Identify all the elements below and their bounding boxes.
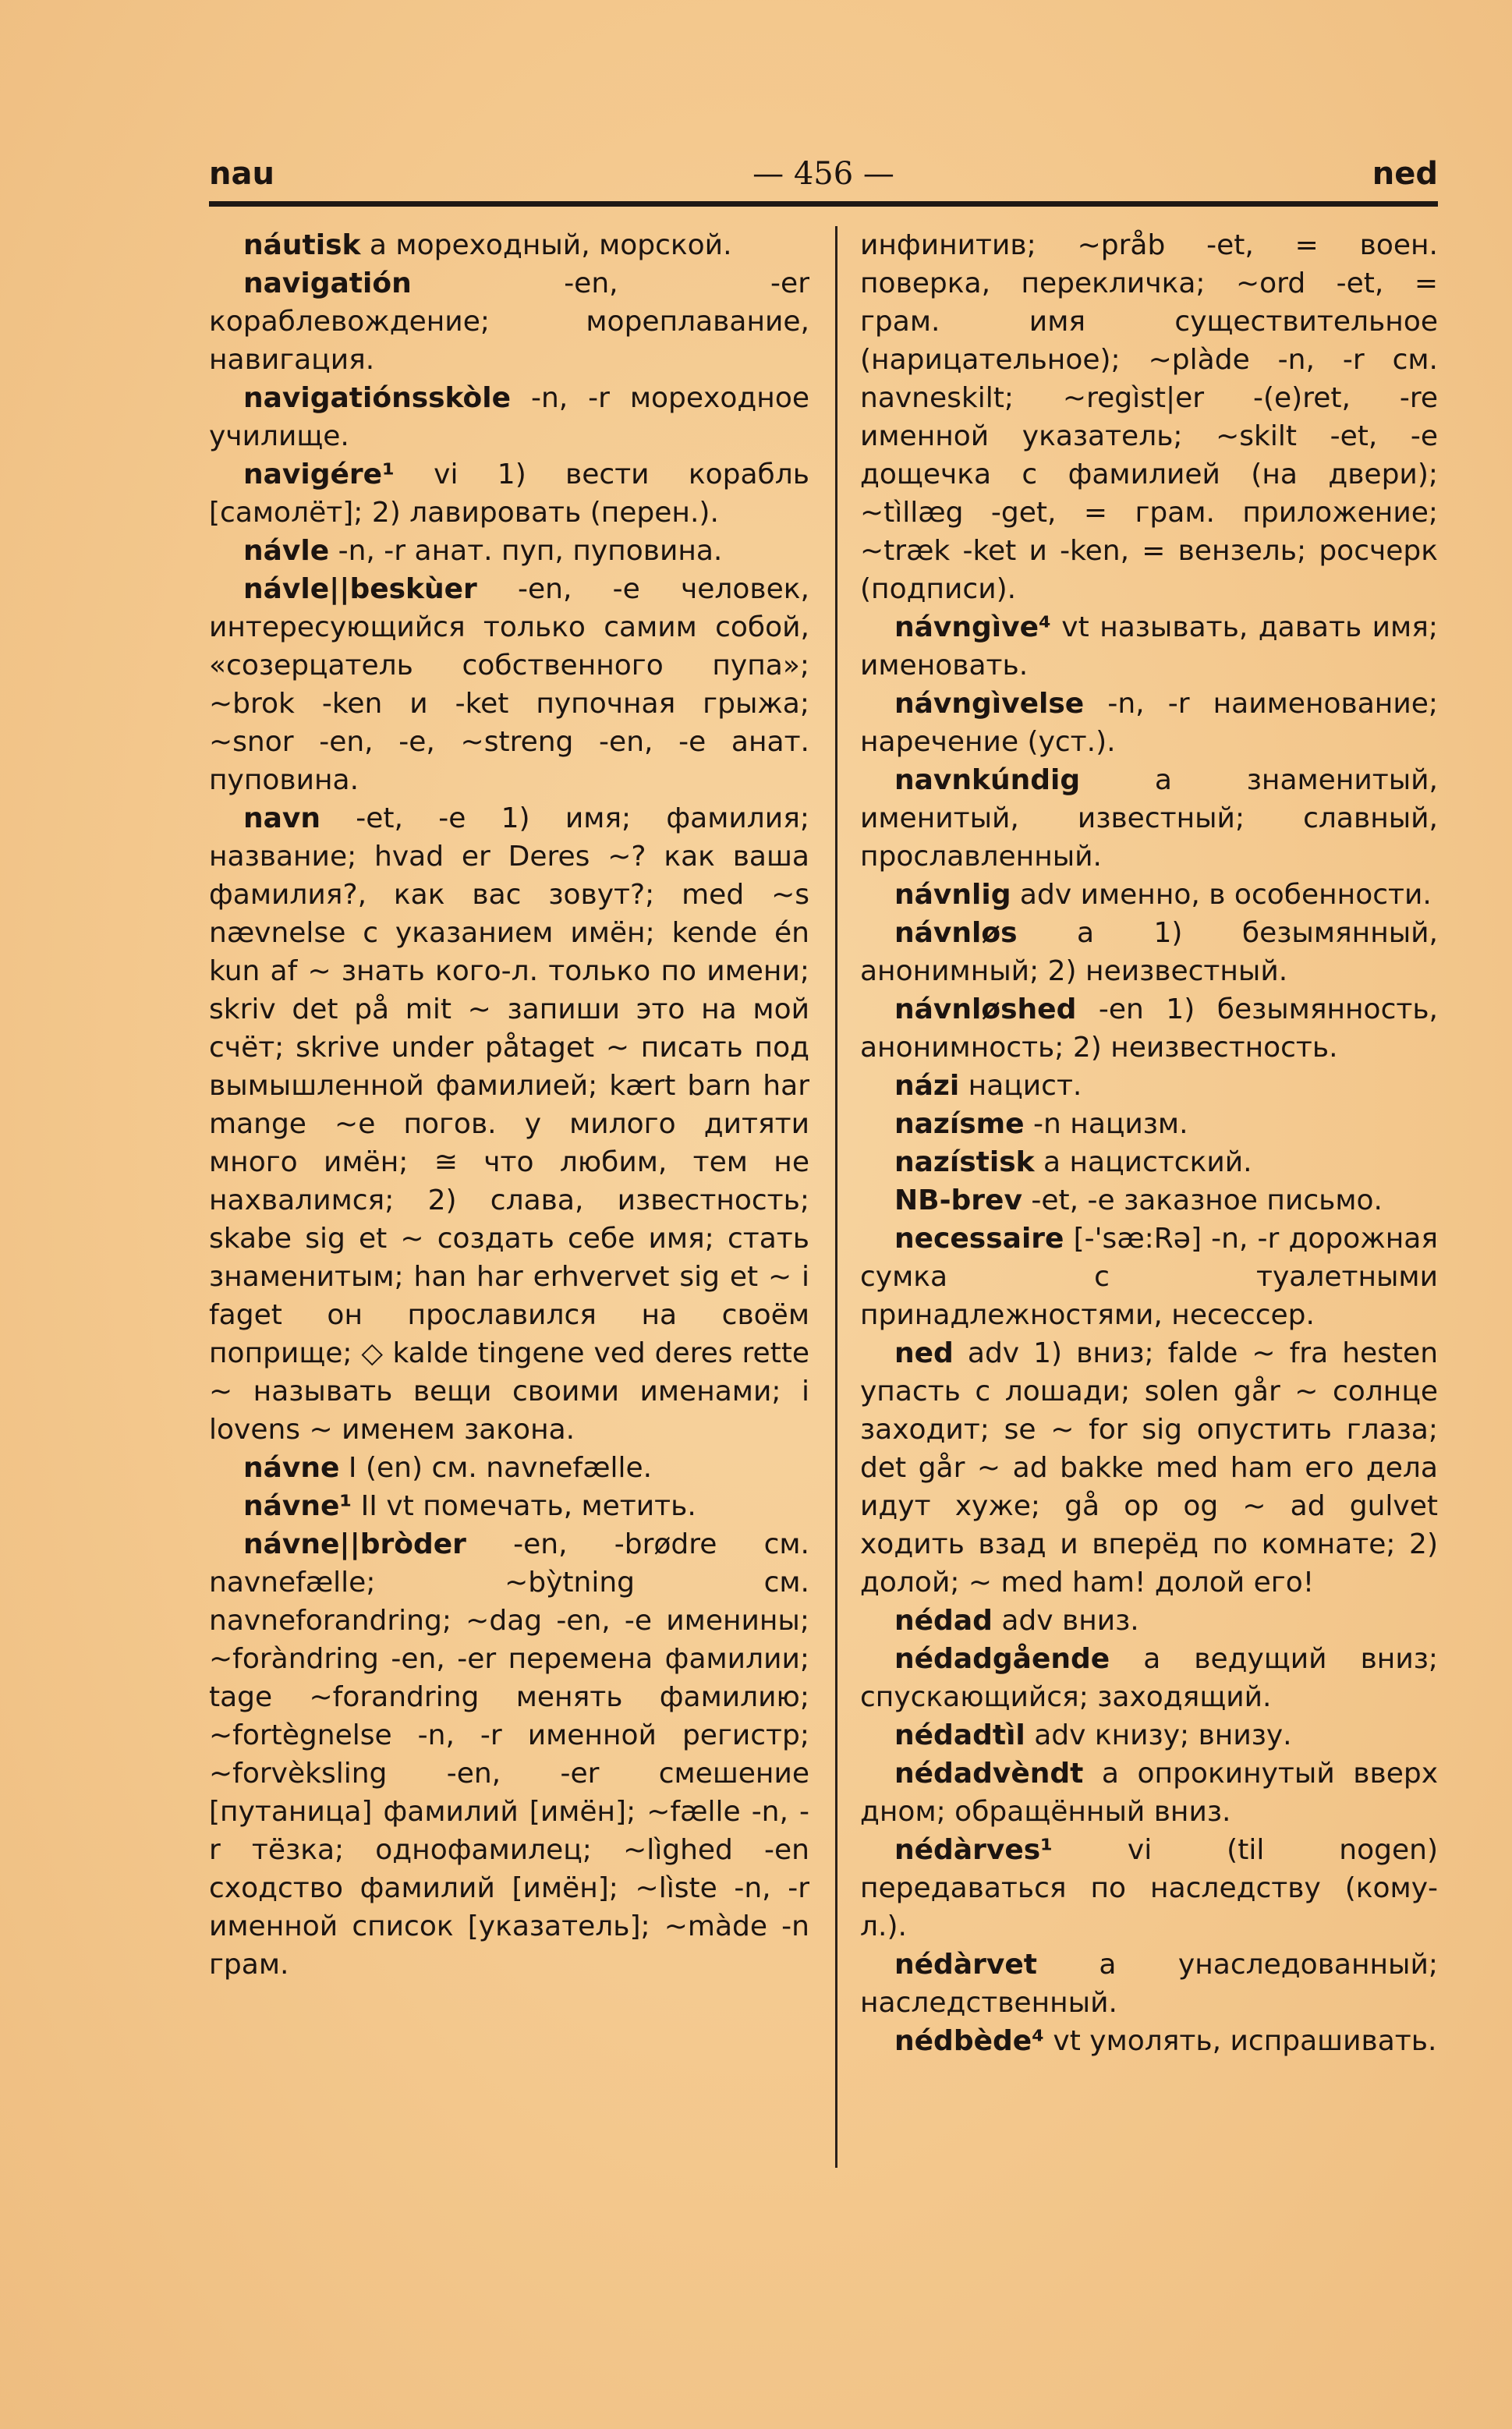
entry-headword: nédbède⁴: [894, 2025, 1044, 2057]
entry-headword: nazístisk: [894, 1146, 1035, 1178]
dictionary-entry: [860, 1334, 1438, 1602]
entry-definition: vt умолять, испрашивать.: [1053, 2025, 1437, 2057]
entry-definition: a ведущий вниз; спускающийся; заходящий.: [860, 1643, 1438, 1713]
entry-definition: -n, -r наименование; наречение (уст.).: [860, 688, 1438, 758]
entry-definition: -n, -r анат. пуп, пуповина.: [338, 535, 723, 567]
entry-headword: návle||beskùer: [243, 573, 477, 605]
entry-headword: navigatión: [243, 267, 412, 299]
dictionary-entry: [860, 1946, 1438, 2022]
dictionary-entry: [860, 1602, 1438, 1640]
dictionary-entry: [860, 1067, 1438, 1105]
dictionary-entry: [860, 990, 1438, 1067]
entry-definition: -en, -er кораблевождение; мореплавание, навигация.: [209, 267, 809, 376]
entry-headword: nédad: [894, 1605, 993, 1637]
dictionary-entry: [860, 1640, 1438, 1716]
right-column: [860, 226, 1438, 2191]
entry-headword: navn: [243, 802, 321, 834]
dictionary-entry: [860, 1754, 1438, 1831]
entry-headword: návne||bròder: [243, 1528, 466, 1560]
dictionary-entry: [860, 608, 1438, 685]
right-guide-word: ned: [1372, 156, 1438, 192]
entry-definition: a нацистский.: [1043, 1146, 1252, 1178]
dictionary-entry: [860, 914, 1438, 990]
entry-definition: [-'sæ:Rə] -n, -r дорожная сумка с туалетными принадлежностями, несессер.: [860, 1223, 1438, 1331]
entry-definition: инфинитив; ~pråb -et, = воен. поверка, перекличка; ~ord -et, = грам. имя существительное (нарицательное); ~plàde -n, -r см. navneskilt; ~regìst|er -(e)ret, -re именной указатель; ~skilt -et, -e дощечка с фамилией (на двери); ~tìllæg -get, = грам. приложение; ~træk -ket и -ken, = вензель; росчерк (подписи).: [860, 229, 1438, 605]
entry-headword: návnløs: [894, 917, 1018, 949]
dictionary-entry: [860, 1831, 1438, 1946]
dictionary-entry: [860, 1220, 1438, 1334]
entry-headword: nédadgående: [894, 1643, 1110, 1675]
dictionary-entry: [860, 685, 1438, 761]
entry-definition: a опрокинутый вверх дном; обращённый вниз.: [860, 1758, 1438, 1828]
entry-definition: нацист.: [968, 1070, 1082, 1102]
entry-headword: nédàrves¹: [894, 1834, 1053, 1866]
entry-definition: a мореходный, морской.: [369, 229, 732, 261]
left-column: [209, 226, 809, 2191]
header-rule: [209, 201, 1438, 207]
entry-definition: -et, -e 1) имя; фамилия; название; hvad er Deres ~? как ваша фамилия?, как вас зовут?; med ~s nævnelse с указанием имён; kende én kun af ~ знать кого-л. только по имени; skriv det på mit ~ запиши это на мой счёт; skrive under påtaget ~ писать под вымышленной фамилией; kært barn har mange ~e погов. у милого дитяти много имён; ≅ что любим, тем не нахвалимся; 2) слава, известность; skabe sig et ~ создать себе имя; стать знаменитым; han har erhvervet sig et ~ i faget он прославился на своём поприще; ◇ kalde tingene ved deres rette ~ называть вещи своими именами; i lovens ~ именем закона.: [209, 802, 809, 1446]
left-guide-word: nau: [209, 156, 274, 192]
dictionary-entry: [860, 2022, 1438, 2060]
dictionary-entry: [860, 876, 1438, 914]
entry-definition: adv вниз.: [1001, 1605, 1139, 1637]
entry-headword: necessaire: [894, 1223, 1064, 1255]
entry-headword: ned: [894, 1337, 954, 1369]
entry-definition: -n, -r мореходное училище.: [209, 382, 809, 452]
entry-definition: -et, -e заказное письмо.: [1031, 1184, 1383, 1216]
entry-headword: navigére¹: [243, 459, 395, 490]
entry-definition: adv книзу; внизу.: [1034, 1719, 1292, 1751]
entry-definition: a унаследованный; наследственный.: [860, 1949, 1438, 2019]
entry-headword: nédadtìl: [894, 1719, 1025, 1751]
dictionary-entry: [209, 570, 809, 799]
page-number: — 456 —: [752, 156, 894, 192]
entry-definition: a знаменитый, именитый, известный; славный, прославленный.: [860, 764, 1438, 873]
entry-headword: nédàrvet: [894, 1949, 1037, 1981]
entry-definition: -en, -e человек, интересующийся только самим собой, «созерцатель собственного пупа»; ~brok -ken и -ket пупочная грыжа; ~snor -en, -e, ~streng -en, -e анат. пуповина.: [209, 573, 809, 796]
entry-headword: návle: [243, 535, 330, 567]
page-header: [209, 150, 1438, 200]
dictionary-entry: [209, 1525, 809, 1984]
entry-definition: -n нацизм.: [1033, 1108, 1188, 1140]
entry-headword: návnlig: [894, 879, 1011, 911]
entry-definition: I (en) см. navnefælle.: [348, 1452, 653, 1484]
dictionary-entry: [209, 799, 809, 1449]
dictionary-entry: [860, 1181, 1438, 1220]
entry-headword: návngìve⁴: [894, 611, 1051, 643]
dictionary-entry: [860, 1143, 1438, 1181]
entry-headword: návnløshed: [894, 993, 1077, 1025]
entry-headword: návne¹: [243, 1490, 352, 1522]
entry-definition: -en, -brødre см. navnefælle; ~bỳtning см. navneforandring; ~dag -en, -e именины; ~foràndring -en, -er перемена фамилии; tage ~forandring менять фамилию; ~fortègnelse -n, -r именной регистр; ~forvèksling -en, -er смешение [путаница] фамилий [имён]; ~fælle -n, -r тёзка; однофамилец; ~lìghed -en сходство фамилий [имён]; ~lìste -n, -r именной список [указатель]; ~màde -n грам.: [209, 1528, 809, 1981]
entry-headword: navigatiónsskòle: [243, 382, 512, 414]
entry-headword: návne: [243, 1452, 340, 1484]
dictionary-entry: [209, 379, 809, 455]
dictionary-entry: [860, 761, 1438, 876]
dictionary-entry: [209, 226, 809, 264]
entry-definition: a 1) безымянный, анонимный; 2) неизвестный.: [860, 917, 1438, 987]
dictionary-entry: [209, 1487, 809, 1525]
entry-definition: vi 1) вести корабль [самолёт]; 2) лавировать (перен.).: [209, 459, 809, 529]
entry-headword: nédadvèndt: [894, 1758, 1084, 1790]
dictionary-entry: [860, 1105, 1438, 1143]
entry-definition: adv 1) вниз; falde ~ fra hesten упасть с лошади; solen går ~ солнце заходит; se ~ for sig опустить глаза; det går ~ ad bakke med ham его дела идут хуже; gå op og ~ ad gulvet ходить взад и вперёд по комнате; 2) долой; ~ med ham! долой его!: [860, 1337, 1438, 1599]
dictionary-entry: [209, 264, 809, 379]
entry-definition: vi (til nogen) передаваться по наследству (кому-л.).: [860, 1834, 1438, 1942]
dictionary-entry: [209, 1449, 809, 1487]
entry-definition: II vt помечать, метить.: [360, 1490, 696, 1522]
entry-headword: nazísme: [894, 1108, 1025, 1140]
entry-definition: vt называть, давать имя; именовать.: [860, 611, 1438, 682]
dictionary-entry: [860, 226, 1438, 608]
dictionary-entry: [209, 455, 809, 532]
entry-headword: náutisk: [243, 229, 361, 261]
entry-definition: adv именно, в особенности.: [1019, 879, 1432, 911]
entry-headword: navnkúndig: [894, 764, 1081, 796]
dictionary-entry: [860, 1716, 1438, 1754]
entry-headword: názi: [894, 1070, 960, 1102]
column-divider: [835, 226, 837, 2168]
entry-definition: -en 1) безымянность, анонимность; 2) неизвестность.: [860, 993, 1438, 1064]
entry-headword: návngìvelse: [894, 688, 1085, 720]
entry-headword: NB-brev: [894, 1184, 1022, 1216]
dictionary-entry: [209, 532, 809, 570]
